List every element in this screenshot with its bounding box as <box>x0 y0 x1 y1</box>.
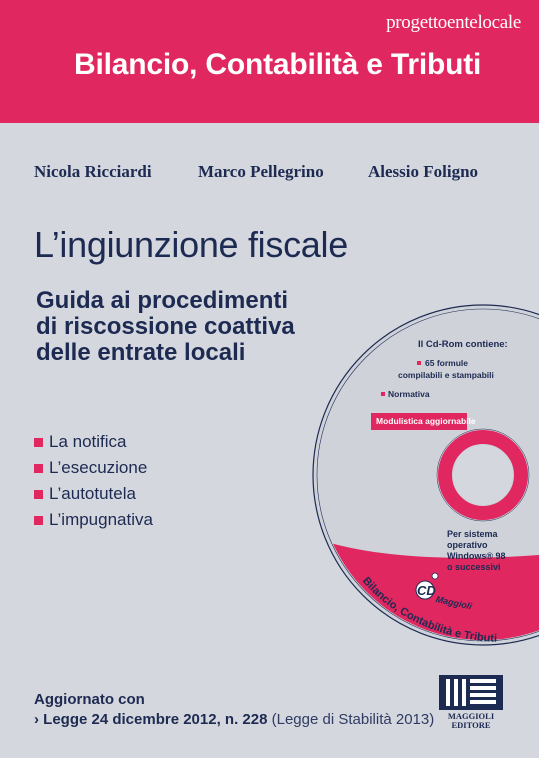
topic-label: L’autotutela <box>49 484 136 503</box>
cd-bullet <box>381 392 385 396</box>
cd-bullet <box>417 361 421 365</box>
subtitle-line: delle entrate locali <box>36 339 246 366</box>
cd-system-requirements <box>447 529 506 573</box>
cd-arc-title: Bilancio, Contabilità e Tributi <box>359 574 498 645</box>
list-item <box>34 481 153 507</box>
bullet-square-icon <box>34 516 43 525</box>
bullet-square-icon <box>34 490 43 499</box>
publisher-name-line: MAGGIOLI <box>447 711 495 721</box>
update-law: › Legge 24 dicembre 2012, n. 228 <box>34 711 268 728</box>
topic-label: L’impugnativa <box>49 510 153 529</box>
list-item <box>34 455 153 481</box>
cd-heading: Il Cd-Rom contiene: <box>418 339 508 350</box>
update-note <box>34 690 434 730</box>
publisher-logo <box>437 675 505 739</box>
cd-system-line: operativo <box>447 540 488 550</box>
cd-system-line: o successivi <box>447 562 501 572</box>
cd-badge: Modulistica aggiornabile <box>376 416 476 426</box>
series-name: progettoentelocale <box>386 12 521 33</box>
cd-item: Normativa <box>388 389 430 399</box>
author-name: Marco Pellegrino <box>198 162 324 181</box>
list-item <box>34 429 153 455</box>
author-name: Alessio Foligno <box>368 162 479 181</box>
bullet-square-icon <box>34 438 43 447</box>
topic-label: L’esecuzione <box>49 458 148 477</box>
update-law-note: (Legge di Stabilità 2013) <box>271 711 435 728</box>
list-item <box>34 507 153 533</box>
bullet-square-icon <box>34 464 43 473</box>
cd-hole <box>453 445 513 505</box>
book-title: L’ingiunzione fiscale <box>34 224 348 265</box>
author-name: Nicola Ricciardi <box>34 162 152 181</box>
publisher-name-line: EDITORE <box>451 720 491 730</box>
collection-title: Bilancio, Contabilità e Tributi <box>74 48 482 81</box>
cd-item: compilabili e stampabili <box>398 370 494 380</box>
subtitle-line: Guida ai procedimenti <box>36 287 289 314</box>
cd-system-line: Windows® 98 <box>447 551 506 561</box>
publisher-mark-icon <box>437 675 505 711</box>
publisher-name <box>437 712 505 730</box>
cd-brand: Maggioli <box>434 594 473 612</box>
topic-label: La notifica <box>49 432 127 451</box>
topic-list <box>34 429 153 533</box>
cd-item: 65 formule <box>425 358 468 368</box>
svg-text:CD: CD <box>417 583 436 598</box>
subtitle-line: di riscossione coattiva <box>36 313 295 340</box>
update-lead: Aggiornato con <box>34 691 145 708</box>
cd-system-line: Per sistema <box>447 529 498 539</box>
